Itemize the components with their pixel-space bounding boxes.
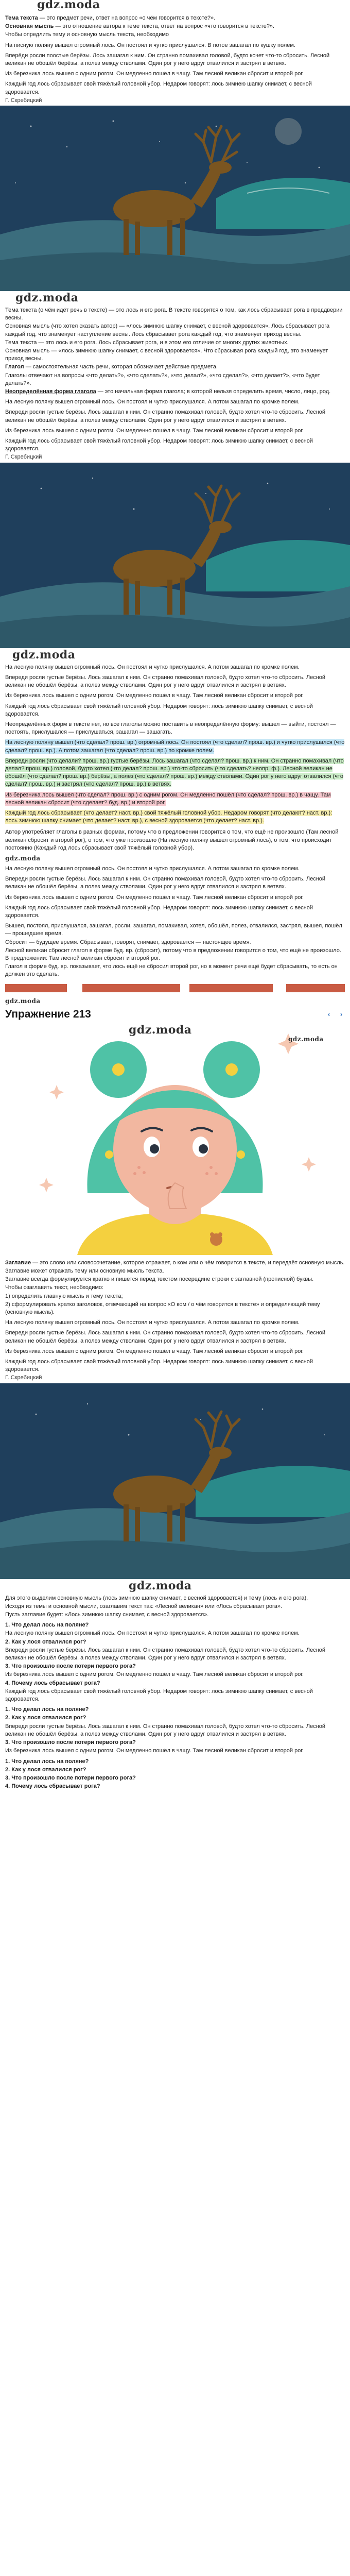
paragraph: Каждый год лось сбрасывает свой тяжёлый головной убор. Недаром говорят: лось зимнюю шапку снимает, с весной здоровается. (5, 1359, 313, 1373)
watermark-row (5, 648, 345, 664)
paragraph: Чтобы озаглавить текст, необходимо: (5, 1284, 104, 1291)
paragraph: Глаголы отвечают на вопросы «что делать?», «что сделать?», «что делал?», «что сделал?», «что делает?», «что будет делать?». (5, 372, 320, 386)
plan-question: 1. Что делал лось на поляне? (5, 1706, 89, 1713)
paragraph: Сбросит — будущее время. Сбрасывает, говорят, снимает, здоровается — настоящее время. (5, 939, 251, 945)
paragraph-annotated (5, 791, 345, 807)
paragraph: На лесную поляну вышел огромный лось. Он постоял и чутко прислушался. А потом зашагал по кромке полем. (5, 1630, 300, 1637)
plan-question: 3. Что произошло после потери первого рога? (5, 1774, 136, 1781)
paragraph: Из березника лось вышел с одним рогом. Он медленно пошёл в чащу. Там лесной великан сбросит и второй рог. (5, 894, 304, 901)
paragraph: Неопределённых форм в тексте нет, но все глаголы можно поставить в неопределённую форму: вышел — выйти, постоял — постоять, прислушался — прислушаться, зашагал — зашагать. (5, 721, 336, 736)
watermark: gdz.moda (37, 0, 100, 11)
highlighted-text: Впереди росли (что делали? прош. вр.) густые берёзы. Лось зашагал (что сделал? прош. вр.) к ним. Он странно помахивал (что делал? прош. вр.) головой, будто хотел (что делал? прош. вр.) что-то сбросить (что сделать? неопр. ф.). Лесной великан не обошёл (что сделал? прош. вр.) берёзы, а полез (что сделал? прош. вр.) между стволами. Один рог у него вдруг отвалился (что сделал? прош. вр.) и застрял (что сделал? прош. вр.) в ветвях. (5, 757, 344, 788)
watermark: gdz.moda (288, 1035, 324, 1043)
block-1 (0, 0, 350, 105)
definition-infinitive (5, 388, 345, 396)
plan-question: 3. Что произошло после потери первого рога? (5, 1739, 136, 1746)
watermark: gdz.moda (129, 1579, 192, 1592)
watermark-row (0, 997, 350, 1006)
exercise-title: Упражнение 213 (5, 1008, 91, 1021)
definition-text: — это начальная форма глагола; в которой нельзя определить время, число, лицо, род. (96, 388, 331, 395)
paragraph: На лесную поляну вышел огромный лось. Он постоял и чутко прислушался. А потом зашагал по кромке полем. (5, 399, 300, 405)
decorative-strip (5, 981, 345, 995)
plan-question: 1. Что делал лось на поляне? (5, 1758, 89, 1765)
paragraph: Для этого выделим основную мысль (лось зимнюю шапку снимает, с весной здоровается) и тему (лось и его рога). (5, 1595, 308, 1601)
definition-text: — это предмет речи, ответ на вопрос «о чём говорится в тексте?». (38, 15, 216, 21)
paragraph: Автор употребляет глаголы в разных формах, потому что в предложении говорится о том, что ещё не произошло (Там лесной великан сбросит и второй рог), о том, что уже произошло (На лесную поляну вышел огромный лось), о том, что происходит постоянно (Каждый год лось сбрасывает свой тяжёлый головной убор). (5, 829, 339, 851)
paragraph: Каждый год лось сбрасывает свой тяжёлый головной убор. Недаром говорят: лось зимнею шапку снимает, с весной здоровается. (5, 81, 312, 95)
definition-text: — самостоятельная часть речи, которая обозначает действие предмета. (24, 364, 218, 370)
paragraph: На писную поляну вышел огромный лось. Он постоял и чутко прислушался. В потое зашагал по кушку полем. (5, 42, 295, 48)
block-6 (0, 1579, 350, 1791)
definition-text: — это отношение автора к теме текста, ответ на вопрос «что говорится в тексте?». (54, 23, 275, 30)
paragraph: Каждый год лось сбрасывает свой тяжёлый головной убор. Недаром говорят: лось зимнюю шапку снимает, с весной здоровается. (5, 904, 313, 919)
paragraph: Из березника лось вышел с одним рогом. Он медленно пошёл в чащу. Там лесной великан сбросит и второй рог. (5, 1748, 304, 1754)
watermark: gdz.moda (5, 854, 41, 862)
term: Неопределённая форма глагола (5, 388, 96, 395)
paragraph: Вышел, постоял, прислушался, зашагал, росли, зашагал, помахивал, хотел, обошёл, полез, отвалился, застрял, вышел, пошёл — прошедшее время. (5, 923, 342, 937)
plan-question: 4. Почему лось сбрасывает рога? (5, 1783, 100, 1790)
paragraph: Заглавие всегда формулируется кратко и пишется перед текстом посередине строки с заглавной (прописной) буквы. (5, 1276, 314, 1283)
highlighted-text: На лесную поляну вышел (что сделал? прош. вр.) огромный лось. Он постоял (что сделал? прош. вр.) и чутко прислушался (что сделал? прош. вр.). А потом зашагал (что сделал? прош. вр.) по кромке полем. (5, 739, 345, 754)
paragraph: Лесной великан сбросит глагол в форме буд. вр. (сбросит), потому что в предложении говорится о том, что ещё не произошло. В предложении: Там лесной великан сбросит и второй рог. (5, 947, 341, 961)
paragraph: Исходя из темы и основной мысли, озаглавим текст так: «Лесной великан» или «Лось сбрасывает рога». (5, 1603, 283, 1609)
block-4 (0, 825, 350, 978)
watermark-row (5, 291, 345, 307)
block-5 (0, 1255, 350, 1382)
moose-illustration-3 (0, 1383, 350, 1579)
term: Основная мысль (5, 23, 54, 30)
paragraph: На лесную поляну вышел огромный лось. Он постоял и чутко прислушался. А потом зашагал по кромке полем. (5, 865, 300, 872)
paragraph: Чтобы опредлить тему и основную мысль текста, необходимо (5, 31, 169, 38)
watermark: gdz.moda (15, 291, 79, 305)
definition-topic (5, 14, 345, 22)
definition-verb (5, 363, 345, 371)
definition-text: — это слово или словосочетание, которое отражает, о ком или о чём говорится в тексте, и передаёт основную мысль. (31, 1259, 345, 1266)
author: Г. Скребицкий (5, 1375, 42, 1381)
term: Глагол (5, 364, 24, 370)
paragraph: Вперёди росли поостые берёзы. Лось зашагал к ним. Он странно помахивал головой, будто кочет что-то сбросить. Лесной великан не обошёл берёзы, а полез между стволами. Один рог у него вдруг отвалился и застрял в ветвях. (5, 52, 330, 67)
paragraph: Впереди росли густые берёзы. Лось зашагал к ним. Он странно помахивал головой, будто хотел что-то сбросить. Лесной великан не обошёл берёзы, а полез между стволами. Один рог у него вдруг отвалился и застрял в ветвях. (5, 674, 326, 689)
paragraph: Впереди росли густые берёзы. Лось зашагал к ним. Он странно помахивал головой, будто хотел что-то сбросить. Лесной великан не обошёл берёзы, а полез между стволами. Один рог у него вдруг отвалился и застрял в ветвях. (5, 1647, 326, 1662)
plan-question: 2. Как у лося отвалился рог? (5, 1766, 86, 1773)
watermark: gdz.moda (12, 648, 76, 662)
girl-illustration (0, 1023, 350, 1255)
block-2 (0, 291, 350, 462)
paragraph: Основная мысль — «лось зимнюю шапку снимает, с весной здоровается». Что сбрасывая рога каждый год, это знаменует приход весны. (5, 348, 328, 362)
thinking-girl-image (0, 1023, 350, 1255)
exercise-header (0, 1006, 350, 1023)
definition-main-idea (5, 23, 345, 30)
paragraph: Из березника лось вышел с одним рогом. Он медленно пошёл в чащу. Там лесной великан сбросит и второй рог. (5, 1348, 304, 1354)
paragraph: Тема текста (о чём идёт речь в тексте) — это лось и его рога. В тексте говорится о том, как лось сбрасывает рога в преддверии весны. (5, 307, 343, 321)
paragraph: Тема текста — это лось и его рога. Лось сбрасывает рога, и в этом его отличие от многих других животных. (5, 339, 289, 346)
paragraph: Пусть заглавие будет: «Лось зимнюю шапку снимает, с весной здоровается». (5, 1612, 209, 1618)
paragraph: 1) определить главную мысль и тему текста; (5, 1293, 123, 1299)
prev-exercise-button[interactable]: ‹ (327, 1010, 330, 1019)
paragraph: 2) сформулировать кратко заголовок, отвечающий на вопрос «О ком / о чём говорится в тексте» и определяющий тему (основную мысль). (5, 1301, 320, 1316)
watermark-row (5, 1579, 345, 1595)
watermark: gdz.moda (5, 997, 41, 1005)
next-exercise-button[interactable]: › (340, 1010, 343, 1019)
paragraph-annotated (5, 809, 345, 825)
paragraph: Из березника лось вышел с одним рогом. Он медленно пошёл в чащу. Там лесной великан сбросит и второй рог. (5, 71, 304, 77)
moose-illustration-2 (0, 463, 350, 648)
paragraph: Из березника лось вышел с одним рогом. Он медленно пошёл в чащу. Там лесной великан сбросит и второй рог. (5, 427, 304, 434)
plan-question: 2. Как у лося отвалился рог? (5, 1638, 86, 1645)
paragraph: Глагол в форме буд. вр. показывает, что лось ещё не сбросил второй рог, но в момент речи ещё будет сбрасывать, то есть он должен это сделать. (5, 963, 338, 978)
paragraph: Заглавие может отражать тему или основную мысль текста. (5, 1268, 164, 1274)
paragraph: Впереди росли густые берёзы. Лось зашагал к ним. Он странно помахивал головой, будто хотел что-то сбросить. Лесной великан не обошёл берёзы, а полез между стволами. Один рог у него вдруг отвалился и застрял в ветвях. (5, 1330, 326, 1344)
paragraph: Каждый год лось сбрасывает свой тяжёлый головной убор. Недаром говорят: лось зимнюю шапку снимает, с весной здоровается. (5, 438, 313, 452)
term: Заглавие (5, 1259, 31, 1266)
watermark-row (5, 2, 345, 14)
paragraph: Каждый год лось сбрасывает свой тяжёлый головной убор. Недаром говорят: лось зимнюю шапку снимает, с весной здоровается. (5, 1688, 313, 1703)
paragraph: Основная мысль (что хотел сказать автор) — «лось зимнюю шапку снимает, с весной здоровается». Лось сбрасывает рога каждый год, что знаменует наступление весны. Лось сбрасывает рога каждый год, что знаменует приход весны. (5, 323, 330, 337)
author: Г. Скребицкий (5, 454, 42, 461)
term: Тема текста (5, 15, 38, 21)
moose-night-scene (0, 106, 350, 291)
paragraph-annotated (5, 757, 345, 789)
watermark-row (5, 853, 345, 865)
highlighted-text: Каждый год лось сбрасывает (что делает? наст. вр.) свой тяжёлый головной убор. Недаром говорят (что делают? наст. вр.): лось зимнюю шапку снимает (что делает? наст. вр.), с весной здоровается (что делает? наст. вр.). (5, 809, 332, 824)
plan-question: 3. Что произошло после потери первого рога? (5, 1663, 136, 1670)
plan-question: 1. Что делал лось на поляне? (5, 1622, 89, 1629)
paragraph: Впереди росли густые берёзы. Лось зашагал к ним. Он странно помахивал головой, будто хотел что-то сбросить. Лесной великан не обошёл берёзы, а полез между стволами. Один рог у него вдруг отвалился и застрял в ветвях. (5, 1723, 326, 1737)
definition-title (5, 1259, 345, 1267)
plan-question: 2. Как у лося отвалился рог? (5, 1715, 86, 1721)
paragraph: Впереди росли густые берёзы. Лось зашагал к ним. Он странно помахивал головой, будто хотел что-то сбросить. Лесной великан не обошёл берёзы, а полез между стволами. Один рог у него вдруг отвалился и застрял в ветвях. (5, 409, 326, 423)
paragraph: Впереди росли густые берёзы. Лось зашагал к ним. Он странно помахивал головой, будто хотел что-то сбросить. Лесной великан не обошёл берёзы, а полез между стволами. Один рог у него вдруг отвалился и застрял в ветвях. (5, 876, 326, 890)
moose-night-scene (0, 463, 350, 648)
paragraph: Из березника лось вышел с одним рогом. Он медленно пошёл в чащу. Там лесной великан сбросит и второй рог. (5, 1671, 304, 1678)
highlighted-text: Из березника лось вышел (что сделал? прош. вр.) с одним рогом. Он медленно пошёл (что сделал? прош. вр.) в чащу. Там лесной великан сбросит (что сделает? буд. вр.) и второй рог. (5, 791, 331, 806)
paragraph-annotated (5, 739, 345, 754)
paragraph: Из березника лось вышел с одним рогом. Он медленно пошёл в чащу. Там лесной великан сбросит и второй рог. (5, 692, 304, 699)
paragraph: На лесную поляну вышел огромный лось. Он постоял и чутко прислушался. А потом зашагал по кромке полем. (5, 664, 300, 670)
exercise-nav (324, 1010, 346, 1019)
moose-illustration-1 (0, 106, 350, 291)
paragraph: На лесную поляну вышел огромный лось. Он постоял и чутко прислушался. А потом зашагал по кромке полем. (5, 1319, 300, 1326)
watermark: gdz.moda (129, 1023, 192, 1037)
plan-question: 4. Почему лось сбрасывает рога? (5, 1680, 100, 1686)
strip-bar (5, 984, 345, 992)
author: Г. Скребицкий (5, 97, 42, 104)
paragraph: Каждый год лось сбрасывает свой тяжёлый головной убор. Недаром говорят: лось зимнюю шапку снимает, с весной здоровается. (5, 703, 313, 717)
block-3 (0, 648, 350, 825)
moose-night-scene (0, 1383, 350, 1579)
